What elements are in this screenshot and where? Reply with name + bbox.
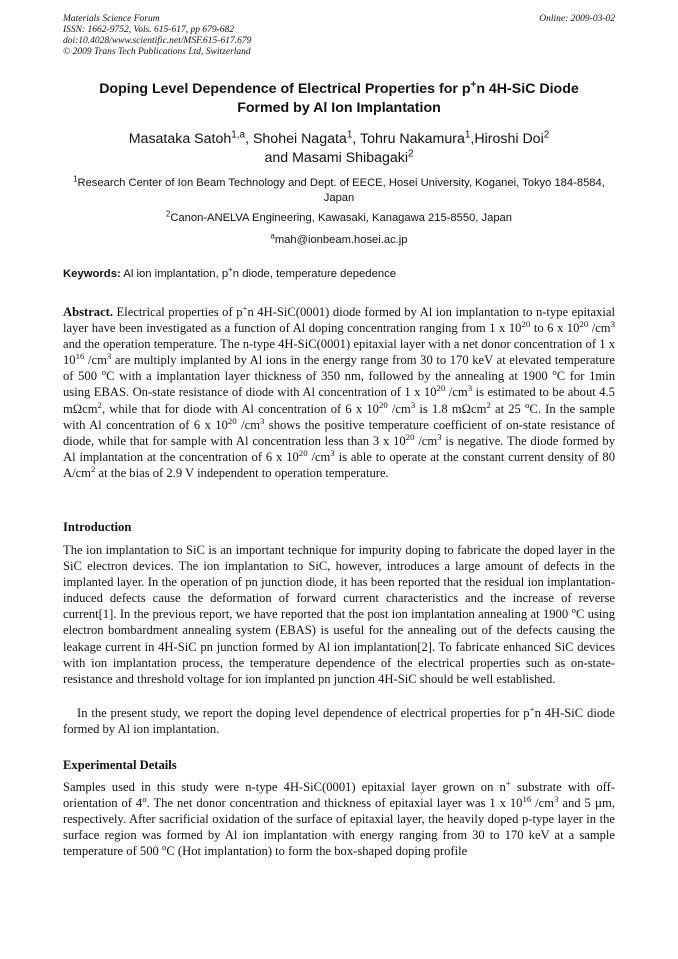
issn-line: ISSN: 1662-9752, Vols. 615-617, pp 679-682	[63, 25, 234, 35]
affiliation-1: $^1$Research Center of Ion Beam Technology and Dept. of EECE, Hosei University, Koganei, Tokyo 184-8584, Japan	[73, 174, 605, 204]
affiliation-2: $^2$Canon-ANELVA Engineering, Kawasaki, Kanagawa 215-8550, Japan	[165, 209, 512, 224]
journal-header	[63, 14, 251, 58]
abstract: Abstract. Electrical properties of p+n 4H-SiC(0001) diode formed by Al ion implantation to n-type epitaxial layer have been investigated as a function of Al doping concentration ranging from 1 x $10^{20}$ to 6 x $10^{20}$ $/cm^3$ and the operation temperature. The n-type 4H-SiC(0001) epitaxial layer with a net donor concentration of 1 x $10^{16}$ $/cm^3$ are multiply implanted by Al ions in the energy range from 30 to 170 keV at elevated temperature of 500 $^o$C with a implantation layer thickness of 350 nm, followed by the annealing at 1900 $^o$C for 1min using EBAS. On-state resistance of diode with Al concentration of 1 x $10^{20}$ $/cm^3$ is estimated to be about 4.5 mΩcm$^2$, while that for diode with Al concentration of 6 x $10^{20}$ $/cm^3$ is 1.8 mΩcm$^2$ at 25 $^o$C. In the sample with Al concentration of 6 x $10^{20}$ $/cm^3$ shows the positive temperature coefficient of on-state resistance of diode, while that for sample with Al concentration less than 3 x $10^{20}$ $/cm^3$ is negative. The diode formed by Al implantation at the concentration of 6 x $10^{20}$ $/cm^3$ is able to operate at the constant current density of 80 $A/cm^2$ at the bias of 2.9 V independent to operation temperature.	[63, 302, 616, 480]
author-email: $^a$mah@ionbeam.hosei.ac.jp	[270, 231, 408, 246]
copyright-line: © 2009 Trans Tech Publications Ltd, Switzerland	[63, 47, 251, 57]
introduction-heading: Introduction	[63, 520, 132, 534]
introduction-paragraph-1: The ion implantation to SiC is an important technique for impurity doping to fabricate the doped layer in the SiC electron devices. The ion implantation to SiC, however, introduces a large amount of defects in the implanted layer. In the operation of pn junction diode, it has been reported that the residual ion implantation-induced defects cause the deformation of forward current characteristics and the increase of reverse current[1]. In the previous report, we have reported that the post ion implantation annealing at 1900 $^o$C using electron bombardment annealing system (EBAS) is useful for the annealing out of the defects causing the leakage current in 4H-SiC pn junction formed by Al ion implantation[2]. To fabricate enhanced SiC devices with ion implantation process, the temperature dependence of the electrical properties such as on-state-resistance and threshold voltage for ion implanted pn junction 4H-SiC should be well established.	[63, 543, 615, 686]
doi-line: doi:10.4028/www.scientific.net/MSF.615-617.679	[63, 36, 252, 46]
online-date: Online: 2009-03-02	[539, 14, 615, 24]
paper-title: Doping Level Dependence of Electrical Properties for p+n 4H-SiC Diode Formed by Al Ion Implantation	[99, 79, 579, 116]
introduction-paragraph-2: In the present study, we report the doping level dependence of electrical properties for p+n 4H-SiC diode formed by Al ion implantation.	[63, 703, 615, 737]
abstract-label: Abstract.	[63, 305, 114, 319]
experimental-heading: Experimental Details	[63, 758, 177, 772]
journal-name: Materials Science Forum	[63, 14, 160, 24]
experimental-paragraph: Samples used in this study were n-type 4H-SiC(0001) epitaxial layer grown on n+ substrate with off-orientation of 4$^o$. The net donor concentration and thickness of epitaxial layer was 1 x $10^{16}$ $/cm^3$ and 5 µm, respectively. After sacrificial oxidation of the surface of epitaxial layer, the heavily doped p-type layer in the surface region was formed by Al ion implantation with energy ranging from 30 to 170 keV at a sample temperature of 500 $^o$C (Hot implantation) to form the box-shaped doping profile	[63, 777, 615, 859]
author-list: Masataka Satoh$^{1,a}$, Shohei Nagata$^1$, Tohru Nakamura$^1$,Hiroshi Doi$^2$ and Masami Shibagaki$^2$	[128, 129, 550, 166]
keywords-label: Keywords:	[63, 268, 121, 280]
keywords: Keywords: Al ion implantation, p+n diode, temperature depedence	[63, 265, 397, 280]
